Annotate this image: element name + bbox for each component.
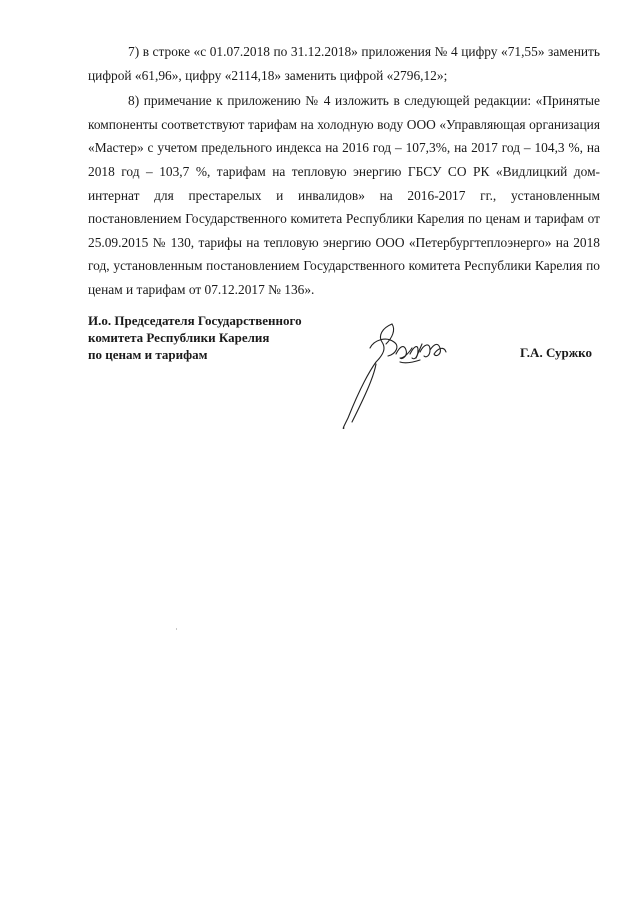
signatory-position <box>88 312 302 363</box>
document-body <box>88 40 600 304</box>
handwritten-signature <box>330 314 460 436</box>
scan-artifact <box>176 628 177 630</box>
signatory-position-line: комитета Республики Карелия <box>88 330 270 345</box>
paragraph-item-7: 7) в строке «с 01.07.2018 по 31.12.2018» приложения № 4 цифру «71,55» заменить цифрой «61,96», цифру «2114,18» заменить цифрой «2796,12»; <box>88 44 600 83</box>
signatory-position-line: по ценам и тарифам <box>88 347 208 362</box>
signatory-name: Г.А. Суржко <box>520 345 592 360</box>
paragraph-item-8: 8) примечание к приложению № 4 изложить в следующей редакции: «Принятые компоненты соответствуют тарифам на холодную воду ООО «Управляющая организация «Мастер» с учетом предельного индекса на 2016 год – 107,3%, на 2017 год – 104,3 %, на 2018 год – 103,7 %, тарифам на тепловую энергию ГБСУ СО РК «Видлицкий дом-интернат для престарелых и инвалидов» на 2016-2017 гг., установленным постановлением Государственного комитета Республики Карелия по ценам и тарифам от 25.09.2015 № 130, тарифы на тепловую энергию ООО «Петербургтеплоэнерго» на 2018 год, установленным постановлением Государственного комитета Республики Карелия по ценам и тарифам от 07.12.2017 № 136». <box>88 93 600 297</box>
signatory-position-line: И.о. Председателя Государственного <box>88 313 302 328</box>
